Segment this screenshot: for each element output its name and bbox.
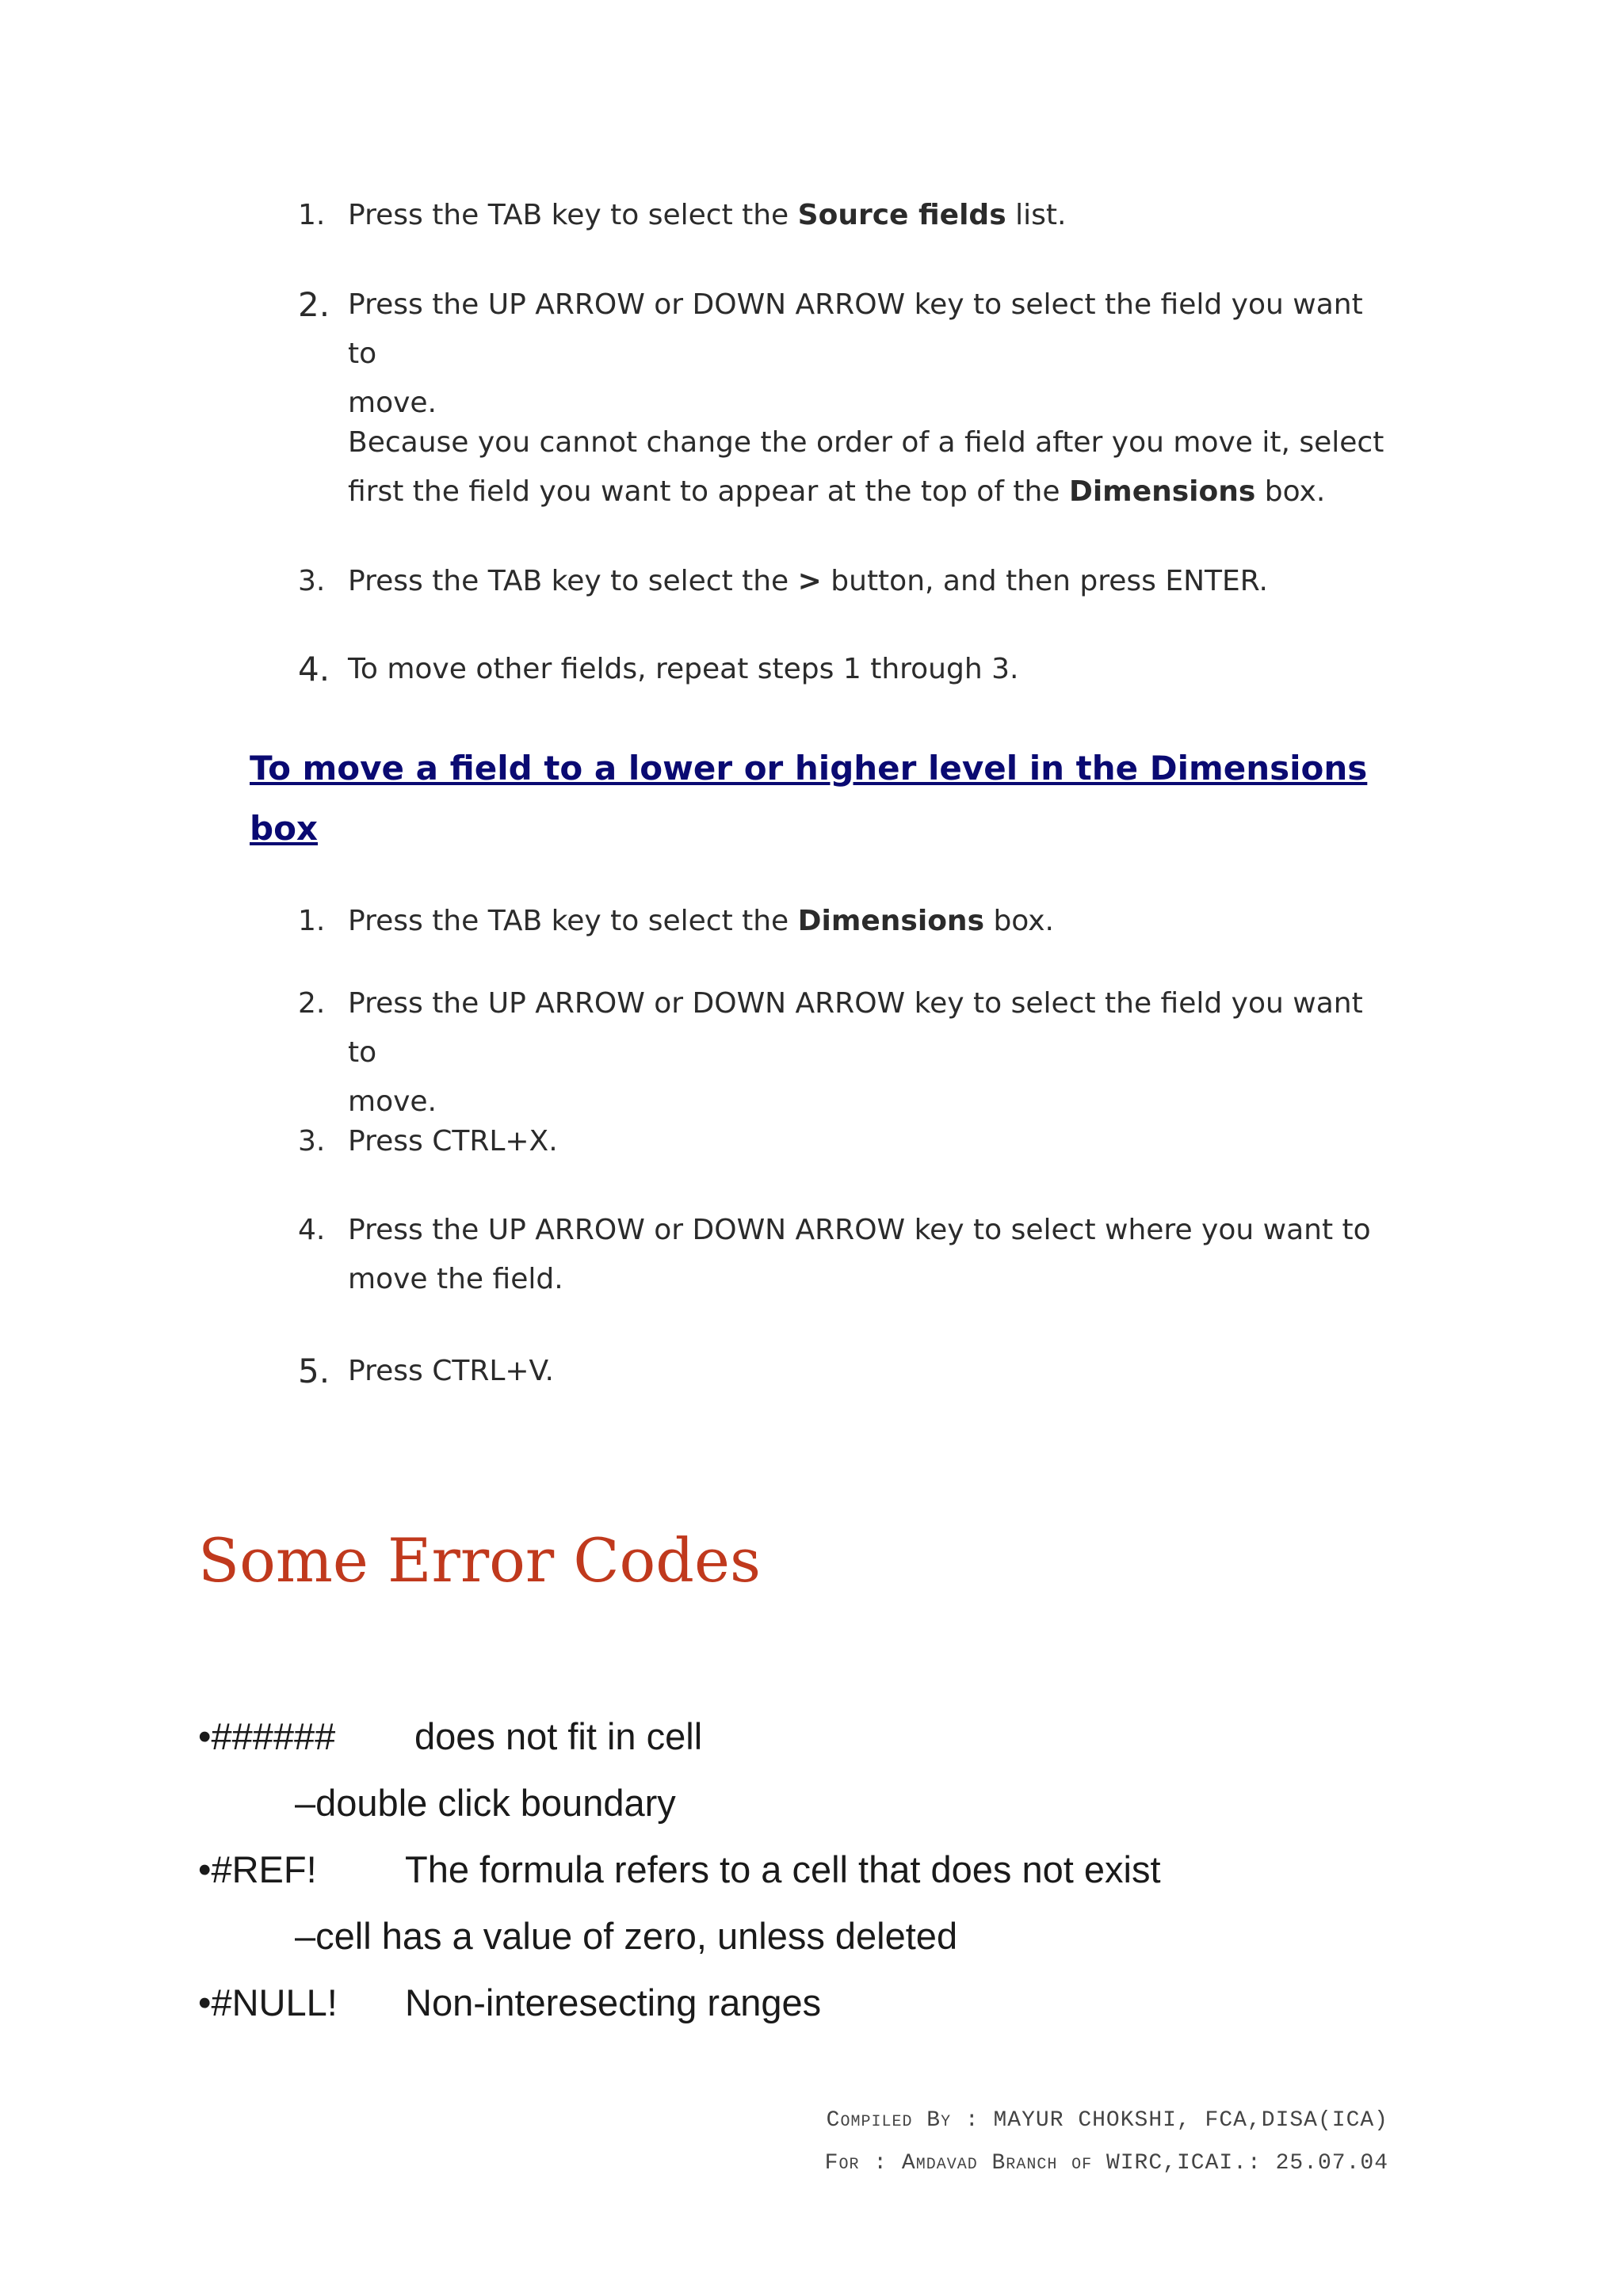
section-title: Some Error Codes — [198, 1525, 761, 1596]
error-code: •#NULL! — [198, 1981, 338, 2023]
step-number: 3. — [298, 1125, 326, 1158]
step-text: Press the TAB key to select the Source fields list. — [348, 199, 1067, 231]
error-description: Non-interesecting ranges — [405, 1981, 822, 2023]
step-number: 1. — [298, 199, 326, 231]
step-number: 5. — [298, 1352, 330, 1390]
step-text: To move other fields, repeat steps 1 through 3. — [348, 653, 1019, 685]
step-number: 2. — [298, 987, 326, 1020]
step-text: Press CTRL+V. — [348, 1355, 554, 1387]
step-text: Press the TAB key to select the > button, and then press ENTER. — [348, 565, 1268, 597]
error-description: The formula refers to a cell that does not exist — [405, 1848, 1161, 1890]
step-number: 4. — [298, 1214, 326, 1246]
bold-term: Dimensions — [1068, 475, 1256, 508]
error-code: •###### — [198, 1715, 336, 1757]
error-subnote: –cell has a value of zero, unless deleted — [295, 1915, 958, 1957]
footer-compiled-by: Compiled By : MAYUR CHOKSHI, FCA,DISA(ICA) — [826, 2108, 1388, 2133]
section-subheading: To move a field to a lower or higher level in the Dimensions box — [250, 749, 1368, 848]
step-text: Press the UP ARROW or DOWN ARROW key to select where you want to move the field. — [348, 1214, 1371, 1295]
step-number: 1. — [298, 905, 326, 937]
bold-term: > — [797, 565, 822, 597]
error-description: does not fit in cell — [414, 1715, 703, 1757]
error-subnote: –double click boundary — [295, 1782, 676, 1824]
step-number: 2. — [298, 285, 330, 324]
step-text: Press the UP ARROW or DOWN ARROW key to select the field you want to move. — [348, 288, 1363, 419]
step-number: 4. — [298, 650, 330, 688]
step-number: 3. — [298, 565, 326, 597]
bold-term: Source fields — [797, 199, 1006, 231]
step-note: Because you cannot change the order of a field after you move it, select first the field you want to appear at the top of the Dimensions box. — [348, 426, 1384, 508]
footer-branch: For : Amdavad Branch of WIRC,ICAI.: 25.07.04 — [824, 2151, 1388, 2176]
error-code: •#REF! — [198, 1848, 317, 1890]
bold-term: Dimensions — [797, 905, 984, 937]
step-text: Press the TAB key to select the Dimensions box. — [348, 905, 1054, 937]
step-text: Press CTRL+X. — [348, 1125, 558, 1158]
step-text: Press the UP ARROW or DOWN ARROW key to select the field you want to move. — [348, 987, 1363, 1118]
